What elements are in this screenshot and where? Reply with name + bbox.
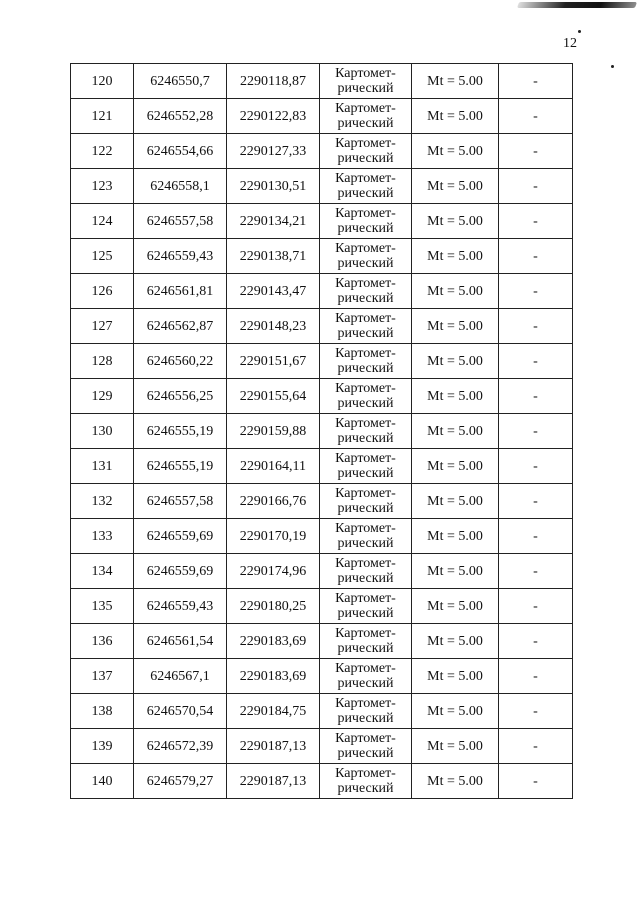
accuracy-cell: Mt = 5.00: [412, 484, 499, 519]
note-cell: -: [499, 449, 573, 484]
table-row: [71, 99, 573, 134]
method-line-1: Картомет-: [335, 276, 396, 291]
y-coordinate-cell: 2290127,33: [227, 134, 320, 169]
y-coordinate-cell: 2290148,23: [227, 309, 320, 344]
x-coordinate-cell: 6246560,22: [134, 344, 227, 379]
point-number-cell: 124: [71, 204, 134, 239]
note-cell: -: [499, 204, 573, 239]
point-number-cell: 120: [71, 64, 134, 99]
accuracy-cell: Mt = 5.00: [412, 554, 499, 589]
y-coordinate-cell: 2290187,13: [227, 729, 320, 764]
method-cell: [320, 659, 412, 694]
method-line-1: Картомет-: [335, 591, 396, 606]
table-row: [71, 344, 573, 379]
x-coordinate-cell: 6246554,66: [134, 134, 227, 169]
method-line-1: Картомет-: [335, 556, 396, 571]
accuracy-cell: Mt = 5.00: [412, 519, 499, 554]
x-coordinate-cell: 6246559,69: [134, 519, 227, 554]
y-coordinate-cell: 2290118,87: [227, 64, 320, 99]
note-cell: -: [499, 519, 573, 554]
note-cell: -: [499, 344, 573, 379]
note-cell: -: [499, 694, 573, 729]
point-number-cell: 123: [71, 169, 134, 204]
y-coordinate-cell: 2290180,25: [227, 589, 320, 624]
x-coordinate-cell: 6246557,58: [134, 204, 227, 239]
table-row: [71, 379, 573, 414]
method-line-2: рический: [337, 501, 394, 516]
method-line-1: Картомет-: [335, 66, 396, 81]
method-cell: [320, 169, 412, 204]
method-line-2: рический: [337, 641, 394, 656]
x-coordinate-cell: 6246557,58: [134, 484, 227, 519]
accuracy-cell: Mt = 5.00: [412, 449, 499, 484]
method-cell: [320, 99, 412, 134]
method-line-1: Картомет-: [335, 136, 396, 151]
method-cell: [320, 729, 412, 764]
accuracy-cell: Mt = 5.00: [412, 169, 499, 204]
y-coordinate-cell: 2290151,67: [227, 344, 320, 379]
x-coordinate-cell: 6246562,87: [134, 309, 227, 344]
method-line-1: Картомет-: [335, 486, 396, 501]
y-coordinate-cell: 2290187,13: [227, 764, 320, 799]
method-line-1: Картомет-: [335, 311, 396, 326]
y-coordinate-cell: 2290183,69: [227, 659, 320, 694]
accuracy-cell: Mt = 5.00: [412, 309, 499, 344]
accuracy-cell: Mt = 5.00: [412, 589, 499, 624]
method-line-1: Картомет-: [335, 766, 396, 781]
point-number-cell: 128: [71, 344, 134, 379]
point-number-cell: 132: [71, 484, 134, 519]
method-line-1: Картомет-: [335, 241, 396, 256]
accuracy-cell: Mt = 5.00: [412, 239, 499, 274]
note-cell: -: [499, 169, 573, 204]
note-cell: -: [499, 764, 573, 799]
method-cell: [320, 764, 412, 799]
note-cell: -: [499, 309, 573, 344]
table-row: [71, 204, 573, 239]
method-line-2: рический: [337, 746, 394, 761]
accuracy-cell: Mt = 5.00: [412, 204, 499, 239]
note-cell: -: [499, 729, 573, 764]
method-line-2: рический: [337, 466, 394, 481]
note-cell: -: [499, 274, 573, 309]
coordinates-table: [70, 63, 573, 799]
y-coordinate-cell: 2290138,71: [227, 239, 320, 274]
method-line-1: Картомет-: [335, 346, 396, 361]
accuracy-cell: Mt = 5.00: [412, 764, 499, 799]
point-number-cell: 139: [71, 729, 134, 764]
accuracy-cell: Mt = 5.00: [412, 659, 499, 694]
x-coordinate-cell: 6246550,7: [134, 64, 227, 99]
method-cell: [320, 554, 412, 589]
point-number-cell: 138: [71, 694, 134, 729]
method-line-1: Картомет-: [335, 101, 396, 116]
method-line-2: рический: [337, 431, 394, 446]
table-row: [71, 729, 573, 764]
y-coordinate-cell: 2290143,47: [227, 274, 320, 309]
method-line-1: Картомет-: [335, 661, 396, 676]
y-coordinate-cell: 2290166,76: [227, 484, 320, 519]
table-row: [71, 309, 573, 344]
accuracy-cell: Mt = 5.00: [412, 694, 499, 729]
method-line-1: Картомет-: [335, 696, 396, 711]
y-coordinate-cell: 2290164,11: [227, 449, 320, 484]
table-row: [71, 764, 573, 799]
method-cell: [320, 239, 412, 274]
x-coordinate-cell: 6246559,43: [134, 239, 227, 274]
accuracy-cell: Mt = 5.00: [412, 379, 499, 414]
x-coordinate-cell: 6246552,28: [134, 99, 227, 134]
method-line-2: рический: [337, 81, 394, 96]
note-cell: -: [499, 134, 573, 169]
method-line-2: рический: [337, 256, 394, 271]
note-cell: -: [499, 64, 573, 99]
x-coordinate-cell: 6246555,19: [134, 414, 227, 449]
method-line-1: Картомет-: [335, 521, 396, 536]
note-cell: -: [499, 239, 573, 274]
table-row: [71, 659, 573, 694]
point-number-cell: 127: [71, 309, 134, 344]
table-row: [71, 484, 573, 519]
method-cell: [320, 449, 412, 484]
method-line-1: Картомет-: [335, 451, 396, 466]
x-coordinate-cell: 6246561,54: [134, 624, 227, 659]
table-row: [71, 414, 573, 449]
y-coordinate-cell: 2290122,83: [227, 99, 320, 134]
method-cell: [320, 309, 412, 344]
x-coordinate-cell: 6246570,54: [134, 694, 227, 729]
method-cell: [320, 134, 412, 169]
table-row: [71, 64, 573, 99]
method-line-2: рический: [337, 396, 394, 411]
point-number-cell: 121: [71, 99, 134, 134]
accuracy-cell: Mt = 5.00: [412, 64, 499, 99]
method-line-1: Картомет-: [335, 206, 396, 221]
method-line-1: Картомет-: [335, 416, 396, 431]
method-cell: [320, 204, 412, 239]
table-row: [71, 589, 573, 624]
method-line-1: Картомет-: [335, 381, 396, 396]
y-coordinate-cell: 2290130,51: [227, 169, 320, 204]
method-cell: [320, 64, 412, 99]
table-row: [71, 239, 573, 274]
method-line-2: рический: [337, 326, 394, 341]
y-coordinate-cell: 2290174,96: [227, 554, 320, 589]
method-line-2: рический: [337, 571, 394, 586]
accuracy-cell: Mt = 5.00: [412, 729, 499, 764]
method-line-2: рический: [337, 676, 394, 691]
x-coordinate-cell: 6246555,19: [134, 449, 227, 484]
point-number-cell: 134: [71, 554, 134, 589]
method-cell: [320, 519, 412, 554]
point-number-cell: 140: [71, 764, 134, 799]
point-number-cell: 126: [71, 274, 134, 309]
point-number-cell: 130: [71, 414, 134, 449]
note-cell: -: [499, 414, 573, 449]
method-line-2: рический: [337, 781, 394, 796]
accuracy-cell: Mt = 5.00: [412, 274, 499, 309]
method-line-2: рический: [337, 186, 394, 201]
method-line-1: Картомет-: [335, 731, 396, 746]
y-coordinate-cell: 2290170,19: [227, 519, 320, 554]
method-line-1: Картомет-: [335, 626, 396, 641]
note-cell: -: [499, 624, 573, 659]
y-coordinate-cell: 2290155,64: [227, 379, 320, 414]
method-cell: [320, 624, 412, 659]
y-coordinate-cell: 2290134,21: [227, 204, 320, 239]
method-line-2: рический: [337, 361, 394, 376]
table-row: [71, 449, 573, 484]
note-cell: -: [499, 589, 573, 624]
page-number: 12: [563, 36, 577, 51]
table-row: [71, 274, 573, 309]
point-number-cell: 122: [71, 134, 134, 169]
point-number-cell: 125: [71, 239, 134, 274]
x-coordinate-cell: 6246572,39: [134, 729, 227, 764]
accuracy-cell: Mt = 5.00: [412, 414, 499, 449]
method-cell: [320, 694, 412, 729]
point-number-cell: 129: [71, 379, 134, 414]
method-cell: [320, 589, 412, 624]
accuracy-cell: Mt = 5.00: [412, 134, 499, 169]
accuracy-cell: Mt = 5.00: [412, 624, 499, 659]
method-line-2: рический: [337, 291, 394, 306]
method-line-2: рический: [337, 606, 394, 621]
point-number-cell: 137: [71, 659, 134, 694]
note-cell: -: [499, 554, 573, 589]
method-line-1: Картомет-: [335, 171, 396, 186]
method-cell: [320, 379, 412, 414]
table-row: [71, 554, 573, 589]
point-number-cell: 131: [71, 449, 134, 484]
x-coordinate-cell: 6246579,27: [134, 764, 227, 799]
y-coordinate-cell: 2290184,75: [227, 694, 320, 729]
table-row: [71, 169, 573, 204]
table-row: [71, 624, 573, 659]
x-coordinate-cell: 6246567,1: [134, 659, 227, 694]
method-cell: [320, 484, 412, 519]
scan-dot: [611, 65, 614, 68]
table-row: [71, 134, 573, 169]
x-coordinate-cell: 6246559,43: [134, 589, 227, 624]
accuracy-cell: Mt = 5.00: [412, 344, 499, 379]
method-line-2: рический: [337, 221, 394, 236]
method-cell: [320, 414, 412, 449]
accuracy-cell: Mt = 5.00: [412, 99, 499, 134]
point-number-cell: 136: [71, 624, 134, 659]
method-line-2: рический: [337, 151, 394, 166]
x-coordinate-cell: 6246556,25: [134, 379, 227, 414]
note-cell: -: [499, 659, 573, 694]
point-number-cell: 135: [71, 589, 134, 624]
method-line-2: рический: [337, 116, 394, 131]
table-row: [71, 694, 573, 729]
y-coordinate-cell: 2290159,88: [227, 414, 320, 449]
note-cell: -: [499, 379, 573, 414]
point-number-cell: 133: [71, 519, 134, 554]
x-coordinate-cell: 6246559,69: [134, 554, 227, 589]
x-coordinate-cell: 6246561,81: [134, 274, 227, 309]
x-coordinate-cell: 6246558,1: [134, 169, 227, 204]
table-row: [71, 519, 573, 554]
scan-artifact-mark: [517, 2, 637, 8]
note-cell: -: [499, 484, 573, 519]
y-coordinate-cell: 2290183,69: [227, 624, 320, 659]
method-cell: [320, 344, 412, 379]
method-line-2: рический: [337, 711, 394, 726]
scan-dot: [578, 30, 581, 33]
method-line-2: рический: [337, 536, 394, 551]
method-cell: [320, 274, 412, 309]
note-cell: -: [499, 99, 573, 134]
